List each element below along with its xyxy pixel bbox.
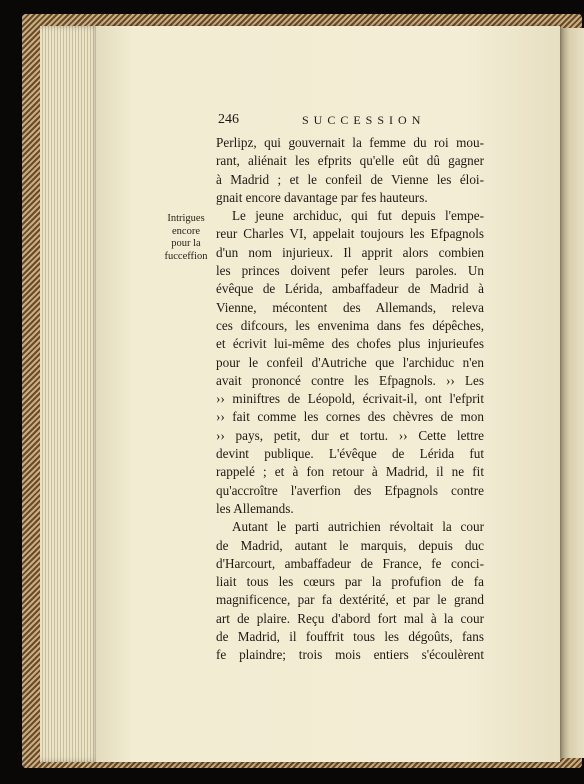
text-line: évêque de Lérida, ambaffadeur de Madrid à (216, 281, 484, 297)
text-line: à Madrid ; et le confeil de Vienne les éloi- (216, 171, 484, 187)
text-line: d'un nom injurieux. Il apprit alors combien (216, 244, 484, 260)
body-text (216, 134, 484, 665)
text-line: de Madrid, il fouffrit tous les dégoûts, fans (216, 629, 484, 645)
text-line: rant, aliénait les efprits qu'elle eût dû gagner (216, 153, 484, 169)
text-line: ces difcours, les envenima dans fes dépêches, (216, 317, 484, 333)
margin-note-line: Intrigues (167, 213, 205, 224)
text-line: gnait encore davantage par fes hauteurs. (216, 189, 428, 205)
text-line: liait tous les cœurs par la profufion de fa (216, 574, 484, 590)
text-line: d'Harcourt, ambaffadeur de France, fe conci- (216, 555, 484, 571)
text-line: magnificence, par fa dextérité, et par le grand (216, 592, 484, 608)
text-line: reur Charles VI, appelait toujours les Efpagnols (216, 226, 484, 242)
text-line: art de plaire. Reçu d'abord fort mal à la cour (216, 610, 484, 626)
text-line: de Madrid, autant le marquis, depuis duc (216, 537, 484, 553)
text-line: pour le confeil d'Autriche que l'archiduc n'en (216, 354, 484, 370)
text-line: devint publique. L'évêque de Lérida fut (216, 446, 484, 462)
paragraph-start-line: Autant le parti autrichien révoltait la cour (232, 519, 484, 535)
facing-page-edge (560, 28, 584, 758)
text-line: Vienne, mécontent des Allemands, releva (216, 299, 484, 315)
text-line: avait prononcé contre les Efpagnols. ›› Les (216, 372, 484, 388)
text-line: ›› fait comme les cornes des chèvres de mon (216, 409, 484, 425)
text-line: fe plaindre; trois mois entiers s'écoulèrent (216, 647, 484, 663)
text-line: qu'accroître l'averfion des Efpagnols contre (216, 482, 484, 498)
text-line: ›› pays, petit, dur et tortu. ›› Cette lettre (216, 427, 484, 443)
page-number: 246 (218, 112, 239, 127)
text-line: les princes doivent pefer leurs paroles. Un (216, 263, 484, 279)
text-line: et écrivit lui-même des chofes plus injurieufes (216, 336, 484, 352)
margin-note (160, 213, 212, 263)
margin-note-line: fucceffion (164, 250, 208, 262)
text-line: ›› miniftres de Léopold, écrivait-il, ont l'efprit (216, 391, 484, 407)
running-title: SUCCESSION (302, 113, 426, 127)
margin-note-line: encore (172, 225, 200, 237)
page-edges (40, 26, 104, 762)
text-line: rappelé ; et à fon retour à Madrid, il ne fit (216, 464, 484, 480)
text-line: Perlipz, qui gouvernait la femme du roi mou- (216, 135, 484, 150)
paragraph-start-line: Le jeune archiduc, qui fut depuis l'empe- (232, 208, 484, 224)
margin-note-line: pour la (171, 238, 201, 249)
text-line: les Allemands. (216, 500, 294, 516)
